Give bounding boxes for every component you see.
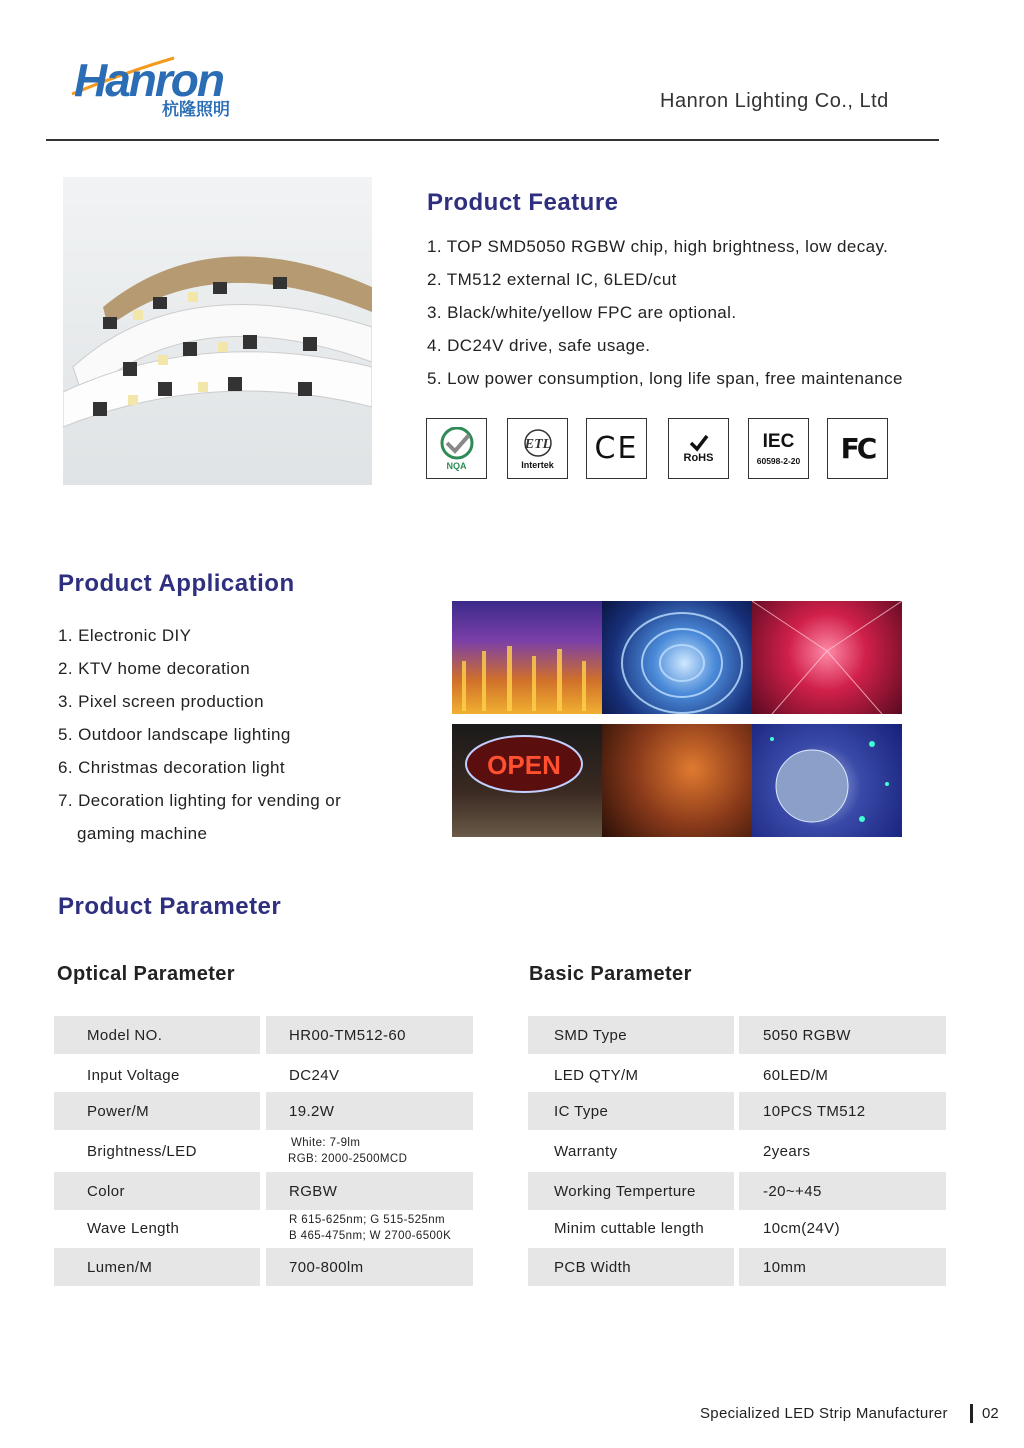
ce-mark: CE [594,431,639,466]
application-item: 1. Electronic DIY [58,626,192,645]
row-label: Wave Length [87,1219,180,1237]
iec-label: IEC [762,431,795,452]
application-item: 7. Decoration lighting for vending or [58,791,342,810]
nqa-certification-badge [426,418,487,479]
etl-certification-badge [507,418,568,479]
product-parameter-title: Product Parameter [58,893,282,920]
disco-ball-photo [752,724,902,837]
row-value [266,1132,473,1170]
optical-parameter-title: Optical Parameter [57,963,235,985]
row-label: IC Type [528,1092,734,1130]
row-value: RGBW [266,1172,473,1210]
product-feature-title: Product Feature [427,189,619,216]
fc-mark: FC [840,432,875,465]
feature-item: 2. TM512 external IC, 6LED/cut [427,270,677,289]
row-label: Model NO. [54,1016,260,1054]
row-label: LED QTY/M [554,1066,639,1084]
product-photo [63,177,372,485]
fountain-lighting-photo [452,601,602,714]
row-label: Power/M [54,1092,260,1130]
basic-parameter-title: Basic Parameter [529,963,692,985]
company-logo [66,52,266,122]
application-item-continuation: gaming machine [77,824,208,843]
intertek-label: Intertek [521,459,554,470]
svg-text:ETL: ETL [524,436,551,452]
rohs-certification-badge [668,418,729,479]
feature-list [427,230,903,395]
feature-item: 3. Black/white/yellow FPC are optional. [427,303,737,322]
row-value [266,1209,473,1247]
light-tunnel-photo [602,601,752,714]
application-item: 3. Pixel screen production [58,692,265,711]
logo-chinese-text: 杭隆照明 [162,100,230,120]
string-lights-photo [602,724,752,837]
row-label: Color [54,1172,260,1210]
row-value: 2years [763,1142,811,1160]
row-label: PCB Width [528,1248,734,1286]
svg-text:Hanron: Hanron [74,54,223,106]
application-item: 2. KTV home decoration [58,659,251,678]
footer-divider [970,1404,973,1423]
row-value: DC24V [289,1066,340,1084]
fc-certification-badge [827,418,888,479]
rohs-label: RoHS [683,451,714,464]
nqa-label: NQA [446,460,467,471]
application-list [58,619,341,850]
row-value: 19.2W [266,1092,473,1130]
row-value: 60LED/M [763,1066,829,1084]
feature-item: 5. Low power consumption, long life span, free maintenance [427,369,903,388]
row-label: Warranty [554,1142,618,1160]
open-sign-text: OPEN [487,750,561,780]
header-divider [46,139,939,141]
application-item: 6. Christmas decoration light [58,758,286,777]
product-application-title: Product Application [58,570,295,597]
feature-item: 1. TOP SMD5050 RGBW chip, high brightness, low decay. [427,237,889,256]
row-value: 10PCS TM512 [739,1092,946,1130]
row-value: HR00-TM512-60 [266,1016,473,1054]
row-label: Minim cuttable length [554,1219,705,1237]
row-value: 10mm [739,1248,946,1286]
row-value-line: R 615-625nm; G 515-525nm [289,1214,445,1226]
row-label: Lumen/M [54,1248,260,1286]
application-item: 5. Outdoor landscape lighting [58,725,291,744]
row-value: -20~+45 [739,1172,946,1210]
row-label: SMD Type [528,1016,734,1054]
row-value: 10cm(24V) [763,1219,840,1237]
rohs-check-icon [688,434,710,452]
row-label: Working Temperture [528,1172,734,1210]
open-sign-photo [452,724,602,837]
application-photo-grid [452,601,903,837]
row-value: 5050 RGBW [739,1016,946,1054]
row-value: 700-800lm [266,1248,473,1286]
red-lighting-photo [752,601,902,714]
iec-standard: 60598-2-20 [756,456,801,466]
row-label: Input Voltage [87,1066,180,1084]
company-name: Hanron Lighting Co., Ltd [660,90,889,112]
row-value-line: RGB: 2000-2500MCD [288,1153,408,1165]
etl-icon [516,428,560,460]
row-label: Brightness/LED [87,1142,197,1160]
ce-certification-badge [586,418,647,479]
feature-item: 4. DC24V drive, safe usage. [427,336,651,355]
nqa-check-icon [437,427,477,461]
row-value-line: B 465-475nm; W 2700-6500K [289,1230,452,1242]
page-number: 02 [982,1405,999,1422]
iec-certification-badge [748,418,809,479]
footer-tagline: Specialized LED Strip Manufacturer [700,1405,948,1422]
row-value-line: White: 7-9lm [291,1137,361,1149]
